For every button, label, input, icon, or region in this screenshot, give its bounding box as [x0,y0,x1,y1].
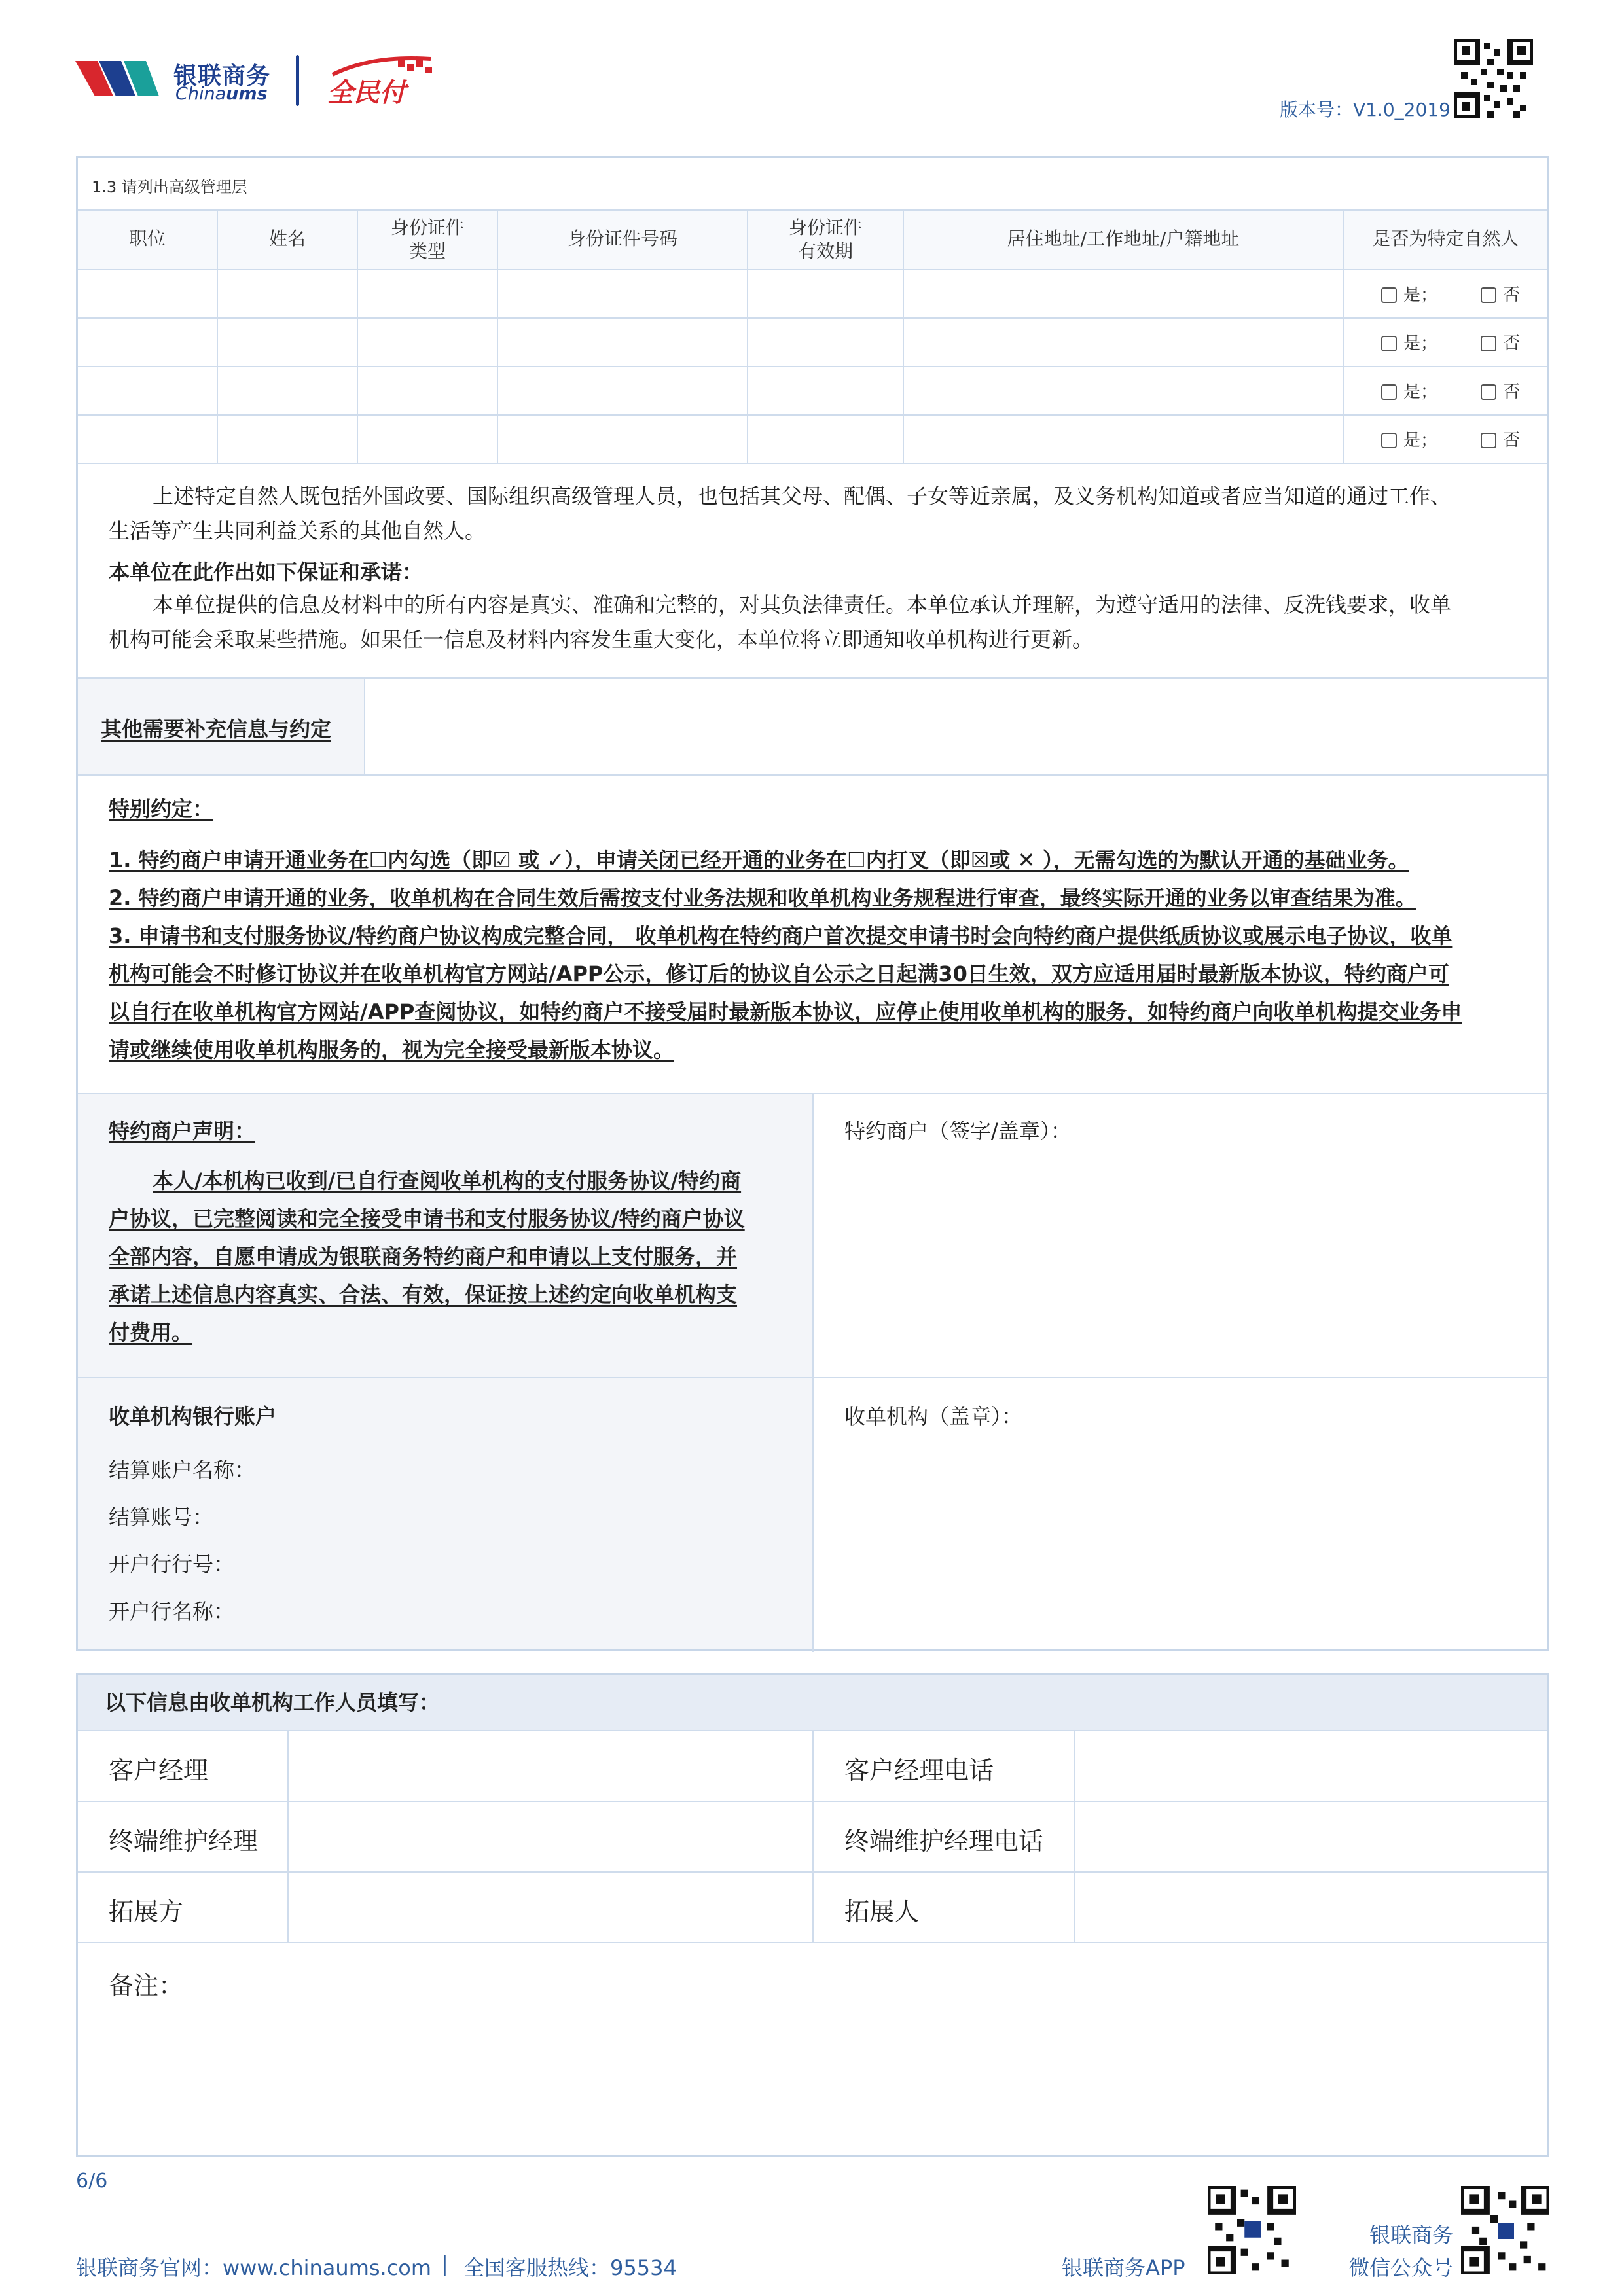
divider [1074,1731,1075,1942]
table-row [1381,330,1520,354]
acquirer-seal-label: 收单机构（盖章）： [844,1404,1023,1429]
divider [78,366,1547,367]
special-person-yes-checkbox[interactable]: 是； [1381,285,1437,305]
wechat-label-line1: 银联商务 [1369,2223,1453,2248]
col-header-name: 姓名 [268,228,306,249]
special-person-yes-checkbox[interactable]: 是； [1381,382,1437,402]
special-agreement-item1: 1. 特约商户申请开通业务在☐内勾选（即☑ 或 ✓），申请关闭已经开通的业务在☐内打叉（即☒或 ✕ ），无需勾选的为默认开通的基础业务。 [109,848,1409,872]
app-label: 银联商务APP [1062,2255,1185,2280]
expansion-person-label: 拓展人 [844,1897,920,1926]
special-person-yes-checkbox[interactable]: 是； [1381,334,1437,353]
divider [287,1731,289,1942]
table-row [1381,427,1520,451]
staff-info-header-text: 以下信息由收单机构工作人员填写： [105,1690,441,1715]
special-agreement-item3-line2: 机构可能会不时修订协议并在收单机构官方网站/APP公示，修订后的协议自公示之日起满30日生效，双方应适用届时最新版本协议，特约商户可 [109,961,1449,986]
terminal-manager-label: 终端维护经理 [109,1827,259,1856]
special-person-no-checkbox[interactable]: 否 [1481,382,1520,402]
divider [78,317,1547,319]
divider [903,209,904,464]
col-header-address: 居住地址/工作地址/户籍地址 [1007,228,1240,249]
special-person-yes-checkbox[interactable]: 是； [1381,431,1437,450]
website-label: 银联商务官网：www.chinaums.com [76,2255,432,2280]
table-row [1381,378,1520,403]
account-manager-phone-input[interactable] [1078,1733,1543,1799]
qr-code-icon [1454,39,1533,118]
expansion-party-input[interactable] [291,1874,808,1940]
divider [357,209,358,464]
col-header-position: 职位 [128,228,166,249]
account-manager-input[interactable] [291,1733,808,1799]
section-title-senior-management: 1.3 请列出高级管理层 [92,178,247,196]
special-agreement-item2: 2. 特约商户申请开通的业务，收单机构在合同生效后需按支付业务法规和收单机构业务规程进行审查，最终实际开通的业务以审查结果为准。 [109,886,1416,910]
divider [78,463,1547,464]
bank-code-label: 开户行行号： [109,1552,235,1577]
declaration-line3: 全部内容，自愿申请成为银联商务特约商户和申请以上支付服务，并 [109,1244,738,1269]
divider [217,209,218,464]
account-manager-label: 客户经理 [109,1756,209,1785]
declaration-line5: 付费用。 [109,1320,193,1345]
special-person-no-checkbox[interactable]: 否 [1481,431,1520,450]
bank-account-title: 收单机构银行账户 [109,1404,277,1429]
divider [364,679,365,774]
divider [78,269,1547,270]
brand-name-cn: 银联商务 [173,63,271,90]
remarks-label: 备注： [109,1971,184,2000]
definition-text-line1: 上述特定自然人既包括外国政要、国际组织高级管理人员，也包括其父母、配偶、子女等近亲属，及义务机构知道或者应当知道的通过工作、 [153,484,1452,509]
guarantee-title: 本单位在此作出如下保证和承诺： [109,560,424,584]
settlement-account-number-label: 结算账号： [109,1505,214,1530]
divider [78,774,1547,776]
terminal-manager-input[interactable] [291,1804,808,1869]
footer-separator: | [441,2251,448,2276]
special-agreement-item3-line4: 请或继续使用收单机构服务的，视为完全接受最新版本协议。 [109,1037,675,1062]
divider [747,209,748,464]
definition-text-line2: 生活等产生共同利益关系的其他自然人。 [109,518,486,543]
app-qr-code-icon [1208,2186,1296,2274]
col-header-id-number: 身份证件号码 [567,228,677,249]
divider [812,1094,814,1652]
merchant-signature-label: 特约商户（签字/盖章）： [844,1119,1072,1143]
col-header-special-person: 是否为特定自然人 [1372,228,1519,249]
expansion-party-label: 拓展方 [109,1897,184,1926]
guarantee-text-line2: 机构可能会采取某些措施。如果任一信息及材料内容发生重大变化，本单位将立即通知收单机构进行更新。 [109,627,1094,652]
hotline-label: 全国客服热线：95534 [463,2255,677,2280]
version-number: 版本号：V1.0_2019 [1280,99,1451,120]
brand-name-en: Chinaums [175,84,268,104]
guarantee-text-line1: 本单位提供的信息及材料中的所有内容是真实、准确和完整的，对其负法律责任。本单位承认并理解，为遵守适用的法律、反洗钱要求，收单 [153,592,1452,617]
col-header-id-validity: 身份证件 有效期 [788,217,862,262]
declaration-line2: 户协议，已完整阅读和完全接受申请书和支付服务协议/特约商户协议 [109,1206,745,1231]
settlement-account-name-label: 结算账户名称： [109,1458,256,1482]
page-number: 6/6 [76,2170,108,2193]
divider [1343,209,1344,464]
special-person-no-checkbox[interactable]: 否 [1481,285,1520,305]
logo-divider [296,55,299,106]
col-header-id-type: 身份证件 类型 [390,217,464,262]
partner-logo-text: 全民付 [327,78,406,108]
terminal-manager-phone-label: 终端维护经理电话 [844,1827,1044,1856]
special-agreement-item3-line3: 以自行在收单机构官方网站/APP查阅协议，如特约商户不接受届时最新版本协议，应停止使用收单机构的服务，如特约商户向收单机构提交业务申 [109,999,1462,1024]
supplement-label: 其他需要补充信息与约定 [101,717,332,742]
table-row [1381,281,1520,306]
declaration-title: 特约商户声明： [109,1119,256,1143]
chinaums-logo-mark [75,56,170,103]
wechat-qr-code-icon [1461,2186,1549,2274]
special-agreement-title: 特别约定： [109,797,214,821]
remarks-input[interactable] [82,2003,1545,2153]
divider [812,1731,814,1942]
divider [497,209,498,464]
acquirer-seal-area[interactable] [818,1440,1538,1636]
declaration-line1: 本人/本机构已收到/已自行查阅收单机构的支付服务协议/特约商 [153,1168,742,1193]
expansion-person-input[interactable] [1078,1874,1543,1940]
merchant-signature-area[interactable] [818,1158,1538,1368]
divider [78,1942,1547,1943]
special-person-no-checkbox[interactable]: 否 [1481,334,1520,353]
bank-name-label: 开户行名称： [109,1599,235,1624]
declaration-line4: 承诺上述信息内容真实、合法、有效，保证按上述约定向收单机构支 [109,1282,738,1307]
special-agreement-item3-line1: 3. 申请书和支付服务协议/特约商户协议构成完整合同， 收单机构在特约商户首次提交申请书时会向特约商户提供纸质协议或展示电子协议，收单 [109,924,1453,948]
account-manager-phone-label: 客户经理电话 [844,1756,994,1785]
divider [78,414,1547,416]
wechat-label-line2: 微信公众号 [1348,2255,1453,2280]
supplement-input[interactable] [367,681,1545,772]
terminal-manager-phone-input[interactable] [1078,1804,1543,1869]
